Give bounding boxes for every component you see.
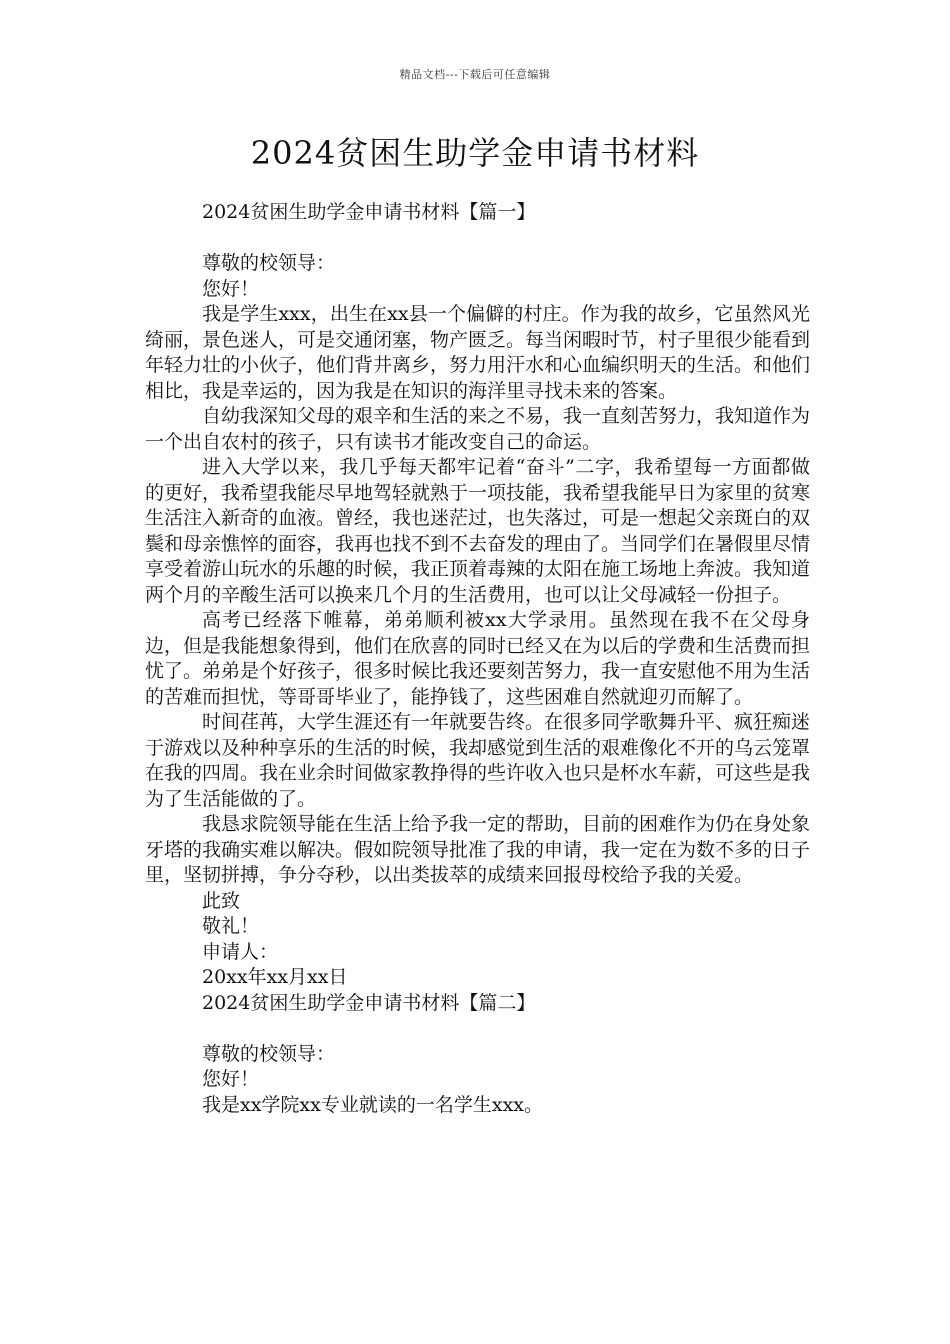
section-heading-1: 2024贫困生助学金申请书材料【篇一】 — [202, 201, 536, 223]
closing-line: 敬礼！ — [202, 915, 260, 937]
greeting: 您好！ — [202, 1068, 260, 1090]
intro-line: 我是xx学院xx专业就读的一名学生xxx。 — [202, 1093, 544, 1116]
header-note: 精品文档---下载后可任意编辑 — [399, 68, 551, 81]
date-line: 20xx年xx月xx日 — [202, 966, 348, 988]
paragraph: 我恳求院领导能在生活上给予我一定的帮助，目前的困难作为仍在身处象牙塔的我确实难以解决。假如院领导批准了我的申请，我一定在为数不多的日子里，坚韧拼搏，争分夺秒，以出类拔萃的成绩来回报母校给予我的关爱。 — [145, 813, 811, 886]
document-body — [145, 200, 810, 1118]
blank-line — [145, 1016, 810, 1042]
paragraph: 进入大学以来，我几乎每天都牢记着“奋斗”二字，我希望每一方面都做的更好，我希望我能尽早地驾轻就熟于一项技能，我希望我能早日为家里的贫寒生活注入新奇的血液。曾经，我也迷茫过，也失落过，可是一想起父亲斑白的双鬓和母亲憔悴的面容，我再也找不到不去奋发的理由了。当同学们在暑假里尽情享受着游山玩水的乐趣的时候，我正顶着毒辣的太阳在施工场地上奔波。我知道两个月的辛酸生活可以换来几个月的生活费用，也可以让父母减轻一份担子。 — [145, 456, 811, 606]
document-title: 2024贫困生助学金申请书材料 — [250, 134, 700, 172]
applicant-label: 申请人： — [202, 940, 279, 963]
paragraph: 我是学生xxx，出生在xx县一个偏僻的村庄。作为我的故乡，它虽然风光绮丽，景色迷人，可是交通闭塞，物产匮乏。每当闲暇时节，村子里很少能看到年轻力壮的小伙子，他们背井离乡，努力用汗水和心血编织明天的生活。和他们相比，我是幸运的，因为我是在知识的海洋里寻找未来的答案。 — [145, 303, 811, 402]
closing-line: 此致 — [202, 889, 241, 912]
paragraph: 时间荏苒，大学生涯还有一年就要告终。在很多同学歌舞升平、疯狂痴迷于游戏以及种种享乐的生活的时候，我却感觉到生活的艰难像化不开的乌云笼罩在我的四周。我在业余时间做家教挣得的些许收入也只是杯水车薪，可这些是我为了生活能做的了。 — [145, 711, 811, 810]
salutation: 尊敬的校领导： — [202, 252, 336, 274]
blank-line — [145, 226, 810, 252]
section-heading-2: 2024贫困生助学金申请书材料【篇二】 — [202, 991, 536, 1014]
greeting: 您好！ — [202, 277, 260, 300]
paragraph: 自幼我深知父母的艰辛和生活的来之不易，我一直刻苦努力，我知道作为一个出自农村的孩子，只有读书才能改变自己的命运。 — [145, 405, 811, 453]
salutation: 尊敬的校领导： — [202, 1042, 336, 1065]
paragraph: 高考已经落下帷幕，弟弟顺利被xx大学录用。虽然现在我不在父母身边，但是我能想象得到，他们在欣喜的同时已经又在为以后的学费和生活费而担忧了。弟弟是个好孩子，很多时候比我还要刻苦努力，我一直安慰他不用为生活的苦难而担忧，等哥哥毕业了，能挣钱了，这些困难自然就迎刃而解了。 — [145, 609, 811, 708]
